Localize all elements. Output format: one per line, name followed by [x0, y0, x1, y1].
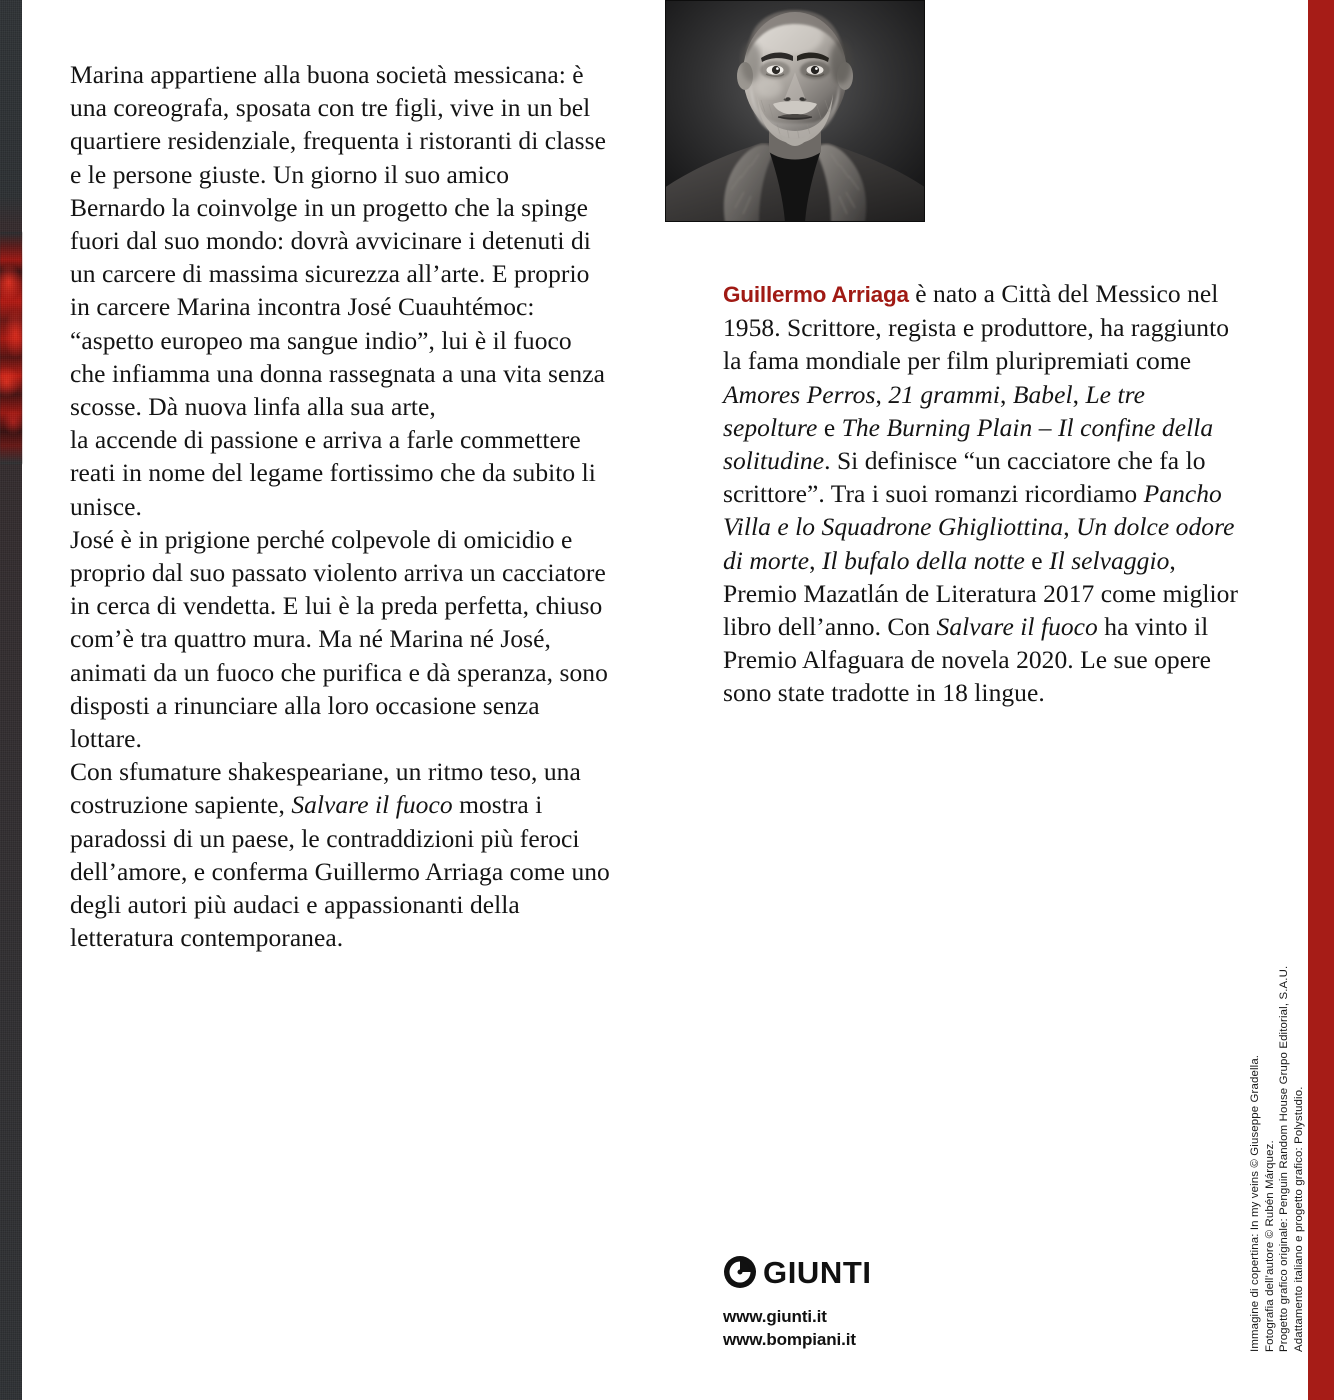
- credit-line-italian-adaptation: Adattamento italiano e progetto grafico: Polystudio.: [1292, 1086, 1305, 1352]
- spine-grain-texture: [0, 0, 22, 1400]
- blurb-p4-text-a: Con sfumature shakespeariane, un ritmo teso, una costruzione sapiente,: [70, 757, 581, 820]
- website-bompiani[interactable]: www.bompiani.it: [723, 1330, 856, 1349]
- author-photo: [665, 0, 925, 222]
- bio-film-1: Amores Perros: [723, 379, 876, 409]
- bio-segment-1: è nato a Città del Messico nel 1958. Scrittore, regista e produttore, ha raggiunto la fama mondiale per film pluripremiati come: [723, 279, 1230, 376]
- bio-novel-1: Pancho Villa e lo Squadrone Ghigliottina: [723, 479, 1222, 542]
- giunti-wordmark: GIUNTI: [763, 1254, 872, 1290]
- bio-novel-4: Il selvaggio: [1049, 545, 1170, 575]
- bio-paragraph: [723, 277, 1243, 710]
- publisher-block: [723, 1253, 1023, 1351]
- blurb-paragraph-4: [70, 755, 610, 954]
- bio-film-5: The Burning Plain – Il confine della solitudine: [723, 412, 1214, 476]
- bio-novel-5: Salvare il fuoco: [936, 612, 1098, 642]
- author-bio: [723, 277, 1243, 710]
- blurb-p2-text: la accende di passione e arriva a farle commettere reati in nome del legame fortissimo che da subito li unisce.: [70, 425, 596, 521]
- right-red-stripe: [1308, 0, 1334, 1400]
- giunti-swirl-icon: [723, 1255, 757, 1289]
- bio-sep-4: e: [817, 412, 842, 442]
- bio-novel-3: Il bufalo della notte: [821, 545, 1025, 575]
- bio-novel-2: Un dolce odore di morte: [723, 512, 1235, 575]
- author-name: Guillermo Arriaga: [723, 282, 909, 307]
- blurb-paragraph-1: [70, 58, 610, 423]
- bio-film-3: Babel: [1012, 379, 1073, 409]
- giunti-logo: [723, 1253, 1023, 1291]
- blurb-p1-text: Marina appartiene alla buona società messicana: è una coreografa, sposata con tre figli, vive in un bel quartiere residenziale, frequenta i ristoranti di classe e le persone giuste. Un giorno il suo amico Bernardo la coinvolge in un progetto che la spinge fuori dal suo mondo: dovrà avvicinare i detenuti di un carcere di massima sicurezza all’arte. E proprio in carcere Marina incontra José Cuauhtémoc: “aspetto europeo ma sangue indio”, lui è il fuoco che infiamma una donna rassegnata a una vita senza scosse. Dà nuova linfa alla sua arte,: [70, 60, 606, 422]
- book-blurb: [70, 58, 610, 954]
- bio-sep-1: ,: [875, 379, 889, 409]
- websites: [723, 1305, 1023, 1351]
- bio-sep-6: ,: [809, 545, 822, 575]
- blurb-book-title: Salvare il fuoco: [291, 790, 453, 820]
- bio-sep-5: ,: [1063, 512, 1077, 542]
- bio-sep-7: e: [1024, 545, 1050, 575]
- bio-film-4: Le tre sepolture: [723, 379, 1146, 442]
- credit-line-cover-image: Immagine di copertina: In my veins © Giuseppe Gradella.: [1249, 1054, 1261, 1352]
- bio-sep-2: ,: [1000, 379, 1013, 409]
- blurb-paragraph-3: [70, 523, 610, 755]
- credit-line-author-photo: Fotografia dell’autore © Rubén Márquez.: [1263, 1140, 1276, 1352]
- bio-segment-2: . Si definisce “un cacciatore che fa lo scrittore”. Tra i suoi romanzi ricordiamo: [723, 446, 1206, 509]
- bio-segment-4: ha vinto il Premio Alfaguara de novela 2020. Le sue opere sono state tradotte in 18 lingue.: [723, 612, 1211, 708]
- cover-credits: [1248, 965, 1306, 1352]
- website-giunti[interactable]: www.giunti.it: [723, 1307, 827, 1326]
- blurb-p4-text-b: mostra i paradossi di un paese, le contraddizioni più feroci dell’amore, e conferma Guillermo Arriaga come uno degli autori più audaci e appassionanti della letteratura contemporanea.: [70, 790, 610, 953]
- blurb-paragraph-2: [70, 423, 610, 523]
- author-portrait-image: [665, 0, 925, 222]
- bio-film-2: 21 grammi: [888, 379, 1000, 409]
- bio-sep-3: ,: [1072, 379, 1086, 409]
- bio-segment-3: , Premio Mazatlán de Literatura 2017 come miglior libro dell’anno. Con: [723, 545, 1239, 642]
- credit-line-original-design: Progetto grafico originale: Penguin Random House Grupo Editorial, S.A.U.: [1278, 965, 1291, 1352]
- spine-strip: [0, 0, 22, 1400]
- blurb-p3-text: José è in prigione perché colpevole di omicidio e proprio dal suo passato violento arriva un cacciatore in cerca di vendetta. E lui è la preda perfetta, chiuso com’è tra quattro mura. Ma né Marina né José, animati da un fuoco che purifica e dà speranza, sono disposti a rinunciare alla loro occasione senza lottare.: [70, 524, 608, 754]
